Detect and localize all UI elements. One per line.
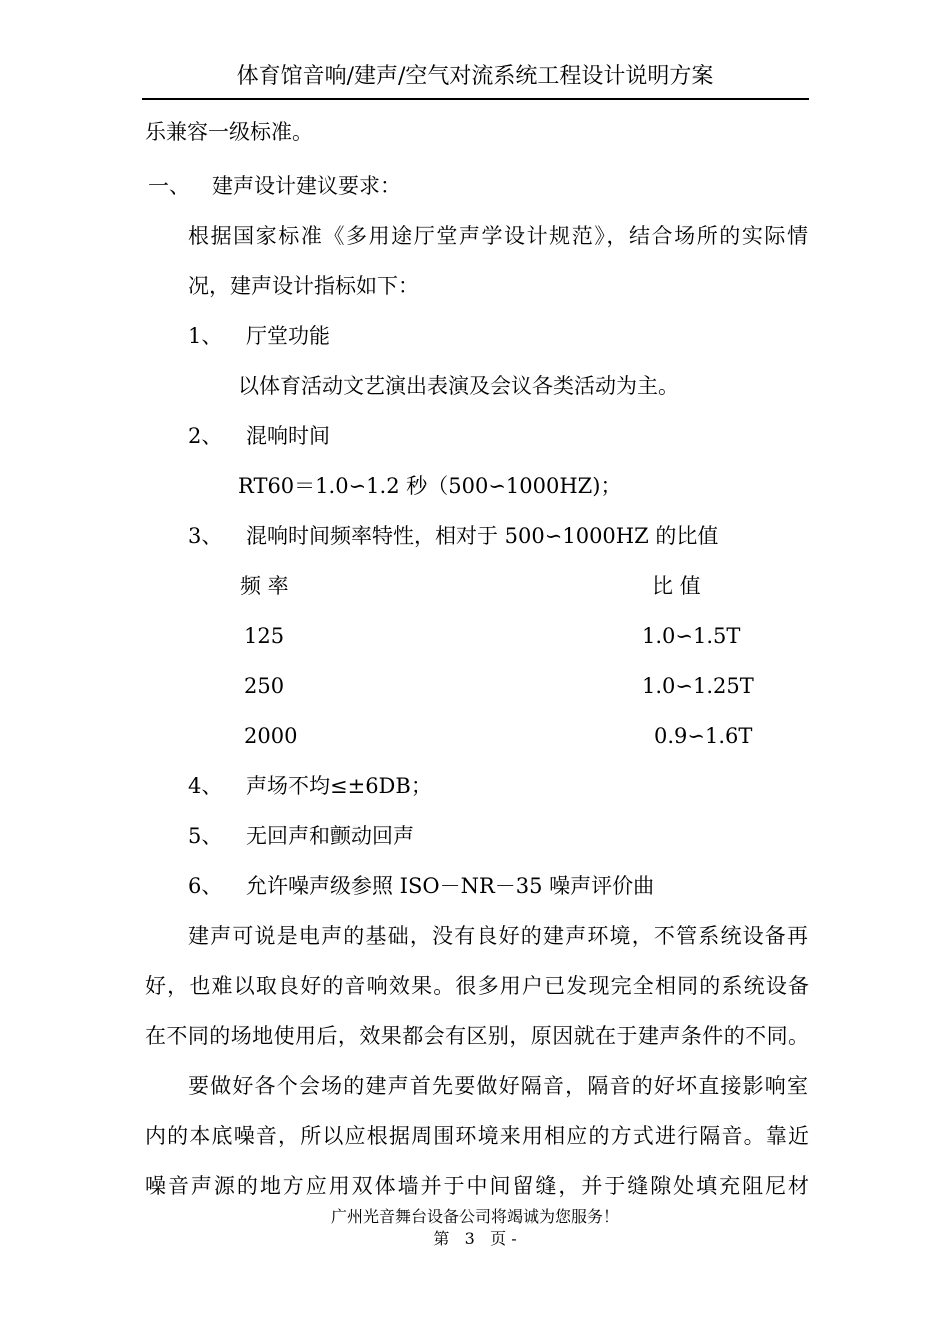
list-item-number: 1、 [188,324,223,348]
list-item-number: 4、 [188,774,223,798]
list-item-title: 无回声和颤动回声 [246,824,414,848]
list-item-6 [188,872,654,900]
list-item-1-detail: 以体育活动文艺演出表演及会议各类活动为主。 [238,374,679,398]
intro-line-1: 根据国家标准《多用途厅堂声学设计规范》，结合场所的实际情 [188,224,808,248]
page-label-suffix: 页 - [490,1229,517,1248]
list-item-4 [188,772,432,800]
list-item-title: 混响时间 [246,424,330,448]
table-cell-ratio: 0.9∽1.6T [654,724,753,748]
list-item-1 [188,322,330,350]
list-item-title: 允许噪声级参照 ISO－NR－35 噪声评价曲 [246,874,655,898]
paragraph-1-line-2: 好，也难以取良好的音响效果。很多用户已发现完全相同的系统设备 [145,974,809,998]
table-cell-ratio: 1.0∽1.5T [642,624,741,648]
table-cell-ratio: 1.0∽1.25T [642,674,754,698]
table-cell-frequency: 250 [244,674,285,698]
list-item-number: 2、 [188,424,223,448]
section-heading [148,172,401,200]
list-item-title: 混响时间频率特性，相对于 500∽1000HZ 的比值 [246,524,719,548]
table-header-frequency: 频 率 [240,574,289,598]
footer-company-line: 广州光音舞台设备公司将竭诚为您服务！ [330,1207,619,1226]
paragraph-1-line-3: 在不同的场地使用后，效果都会有区别，原因就在于建声条件的不同。 [145,1024,809,1048]
page-header-title: 体育馆音响/建声/空气对流系统工程设计说明方案 [236,64,714,89]
continuation-text: 乐兼容一级标准。 [145,120,313,144]
footer-page-number [0,1229,950,1249]
list-item-number: 5、 [188,824,223,848]
section-title: 建声设计建议要求： [212,174,401,198]
paragraph-2-line-2: 内的本底噪音，所以应根据周围环境来用相应的方式进行隔音。靠近 [145,1124,809,1148]
list-item-3 [188,522,718,550]
paragraph-2-line-1: 要做好各个会场的建声首先要做好隔音，隔音的好坏直接影响室 [188,1074,808,1098]
paragraph-2-line-3: 噪音声源的地方应用双体墙并于中间留缝，并于缝隙处填充阻尼材 [145,1174,809,1198]
list-item-5 [188,822,414,850]
section-number: 一、 [148,174,190,198]
table-cell-frequency: 2000 [244,724,298,748]
page-number: 3 [464,1229,475,1248]
page-label-prefix: 第 [433,1229,450,1248]
list-item-2-detail: RT60＝1.0∽1.2 秒（500∽1000HZ)； [238,474,622,498]
list-item-number: 3、 [188,524,223,548]
list-item-title: 厅堂功能 [246,324,330,348]
list-item-number: 6、 [188,874,223,898]
list-item-2 [188,422,330,450]
header-divider [142,98,809,100]
paragraph-1-line-1: 建声可说是电声的基础，没有良好的建声环境，不管系统设备再 [188,924,808,948]
list-item-title: 声场不均≤±6DB； [246,774,432,798]
table-header-ratio: 比 值 [652,574,701,598]
table-cell-frequency: 125 [244,624,285,648]
intro-line-2: 况，建声设计指标如下： [188,274,419,298]
